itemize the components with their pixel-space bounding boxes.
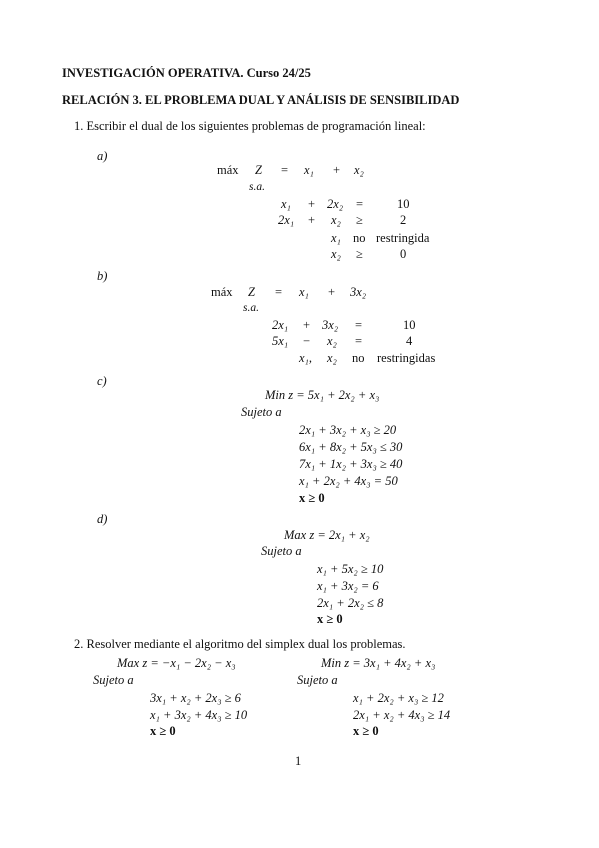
part-a-label: a) (97, 149, 108, 163)
q2-left-constraint-2: x₁ + 3x₂ + 4x₃ ≥ 10 (150, 708, 248, 722)
q2-right-constraint-1: x₁ + 2x₂ + x₃ ≥ 12 (353, 691, 444, 705)
part-b-r3-c4: restringidas (377, 351, 436, 365)
part-a-obj-plus: + (333, 163, 341, 177)
part-b-r3-c3: no (352, 351, 365, 365)
part-c-constraint-3: 7x₁ + 1x₂ + 3x₃ ≥ 40 (299, 457, 403, 471)
part-a-r1-c3: 2x₂ (327, 197, 344, 211)
q2-right-subject: Sujeto a (297, 673, 338, 687)
part-a-r2-c5: 2 (400, 213, 407, 227)
part-b-label: b) (97, 269, 108, 283)
question-1-text: 1. Escribir el dual de los siguientes problemas de programación lineal: (74, 119, 426, 133)
part-b-r2-c1: 5x₁ (272, 334, 289, 348)
q2-left-objective: Max z = −x₁ − 2x₂ − x₃ (117, 656, 236, 670)
q2-left-subject: Sujeto a (93, 673, 134, 687)
part-b-r1-c2: + (303, 318, 311, 332)
part-d-constraint-3: 2x₁ + 2x₂ ≤ 8 (317, 596, 384, 610)
part-b-r2-c5: 4 (406, 334, 413, 348)
q2-right-objective: Min z = 3x₁ + 4x₂ + x₃ (321, 656, 436, 670)
part-d-nonneg: x ≥ 0 (317, 612, 343, 626)
part-b-r3-c1: x₁, (299, 351, 313, 365)
part-a-r4-c3: 0 (400, 247, 407, 261)
part-b-r1-c3: 3x₂ (322, 318, 339, 332)
q2-right-nonneg: x ≥ 0 (353, 724, 379, 738)
part-b-obj-3x2: 3x₂ (350, 285, 367, 299)
part-a-r2-c3: x₂ (331, 213, 341, 227)
part-d-subject: Sujeto a (261, 544, 302, 558)
page-number: 1 (295, 754, 302, 768)
part-a-obj-eq: = (281, 163, 289, 177)
part-c-subject: Sujeto a (241, 405, 282, 419)
part-a-r3-c3: restringida (376, 231, 430, 245)
part-c-constraint-4: x₁ + 2x₂ + 4x₃ = 50 (299, 474, 398, 488)
part-b-r2-c2: − (303, 334, 311, 348)
part-a-r2-c4: ≥ (356, 213, 363, 227)
part-d-constraint-2: x₁ + 3x₂ = 6 (317, 579, 379, 593)
part-a-r2-c1: 2x₁ (278, 213, 295, 227)
part-a-r1-c5: 10 (397, 197, 410, 211)
part-b-obj-x1: x₁ (299, 285, 309, 299)
q2-left-constraint-1: 3x₁ + x₂ + 2x₃ ≥ 6 (150, 691, 241, 705)
part-c-nonneg: x ≥ 0 (299, 491, 325, 505)
part-a-r3-c2: no (353, 231, 366, 245)
part-b-obj-max: máx (211, 285, 233, 299)
part-a-r1-c4: = (356, 197, 364, 211)
part-d-constraint-1: x₁ + 5x₂ ≥ 10 (317, 562, 384, 576)
document-title: INVESTIGACIÓN OPERATIVA. Curso 24/25 (62, 66, 311, 80)
part-a-sa: s.a. (249, 181, 265, 193)
part-a-obj-z: Z (255, 163, 262, 177)
part-b-r2-c4: = (355, 334, 363, 348)
part-d-objective: Max z = 2x₁ + x₂ (284, 528, 370, 542)
part-b-r1-c5: 10 (403, 318, 416, 332)
part-b-obj-plus: + (328, 285, 336, 299)
part-a-r1-c1: x₁ (281, 197, 291, 211)
part-a-r2-c2: + (308, 213, 316, 227)
part-a-r4-c2: ≥ (356, 247, 363, 261)
part-a-obj-x1: x₁ (304, 163, 314, 177)
part-c-label: c) (97, 374, 107, 388)
q2-left-nonneg: x ≥ 0 (150, 724, 176, 738)
part-c-constraint-1: 2x₁ + 3x₂ + x₃ ≥ 20 (299, 423, 397, 437)
q2-right-constraint-2: 2x₁ + x₂ + 4x₃ ≥ 14 (353, 708, 451, 722)
part-b-r1-c1: 2x₁ (272, 318, 289, 332)
question-2-text: 2. Resolver mediante el algoritmo del simplex dual los problemas. (74, 637, 406, 651)
part-a-r3-c1: x₁ (331, 231, 341, 245)
part-b-obj-z: Z (248, 285, 255, 299)
part-b-r3-c2: x₂ (327, 351, 337, 365)
part-b-obj-eq: = (275, 285, 283, 299)
part-d-label: d) (97, 512, 108, 526)
part-b-r2-c3: x₂ (327, 334, 337, 348)
part-a-obj-x2: x₂ (354, 163, 364, 177)
part-a-obj-max: máx (217, 163, 239, 177)
part-a-r4-c1: x₂ (331, 247, 341, 261)
part-c-objective: Min z = 5x₁ + 2x₂ + x₃ (265, 388, 380, 402)
part-c-constraint-2: 6x₁ + 8x₂ + 5x₃ ≤ 30 (299, 440, 403, 454)
part-b-r1-c4: = (355, 318, 363, 332)
part-a-r1-c2: + (308, 197, 316, 211)
document-subtitle: RELACIÓN 3. EL PROBLEMA DUAL Y ANÁLISIS DE SENSIBILIDAD (62, 93, 460, 107)
part-b-sa: s.a. (243, 302, 259, 314)
